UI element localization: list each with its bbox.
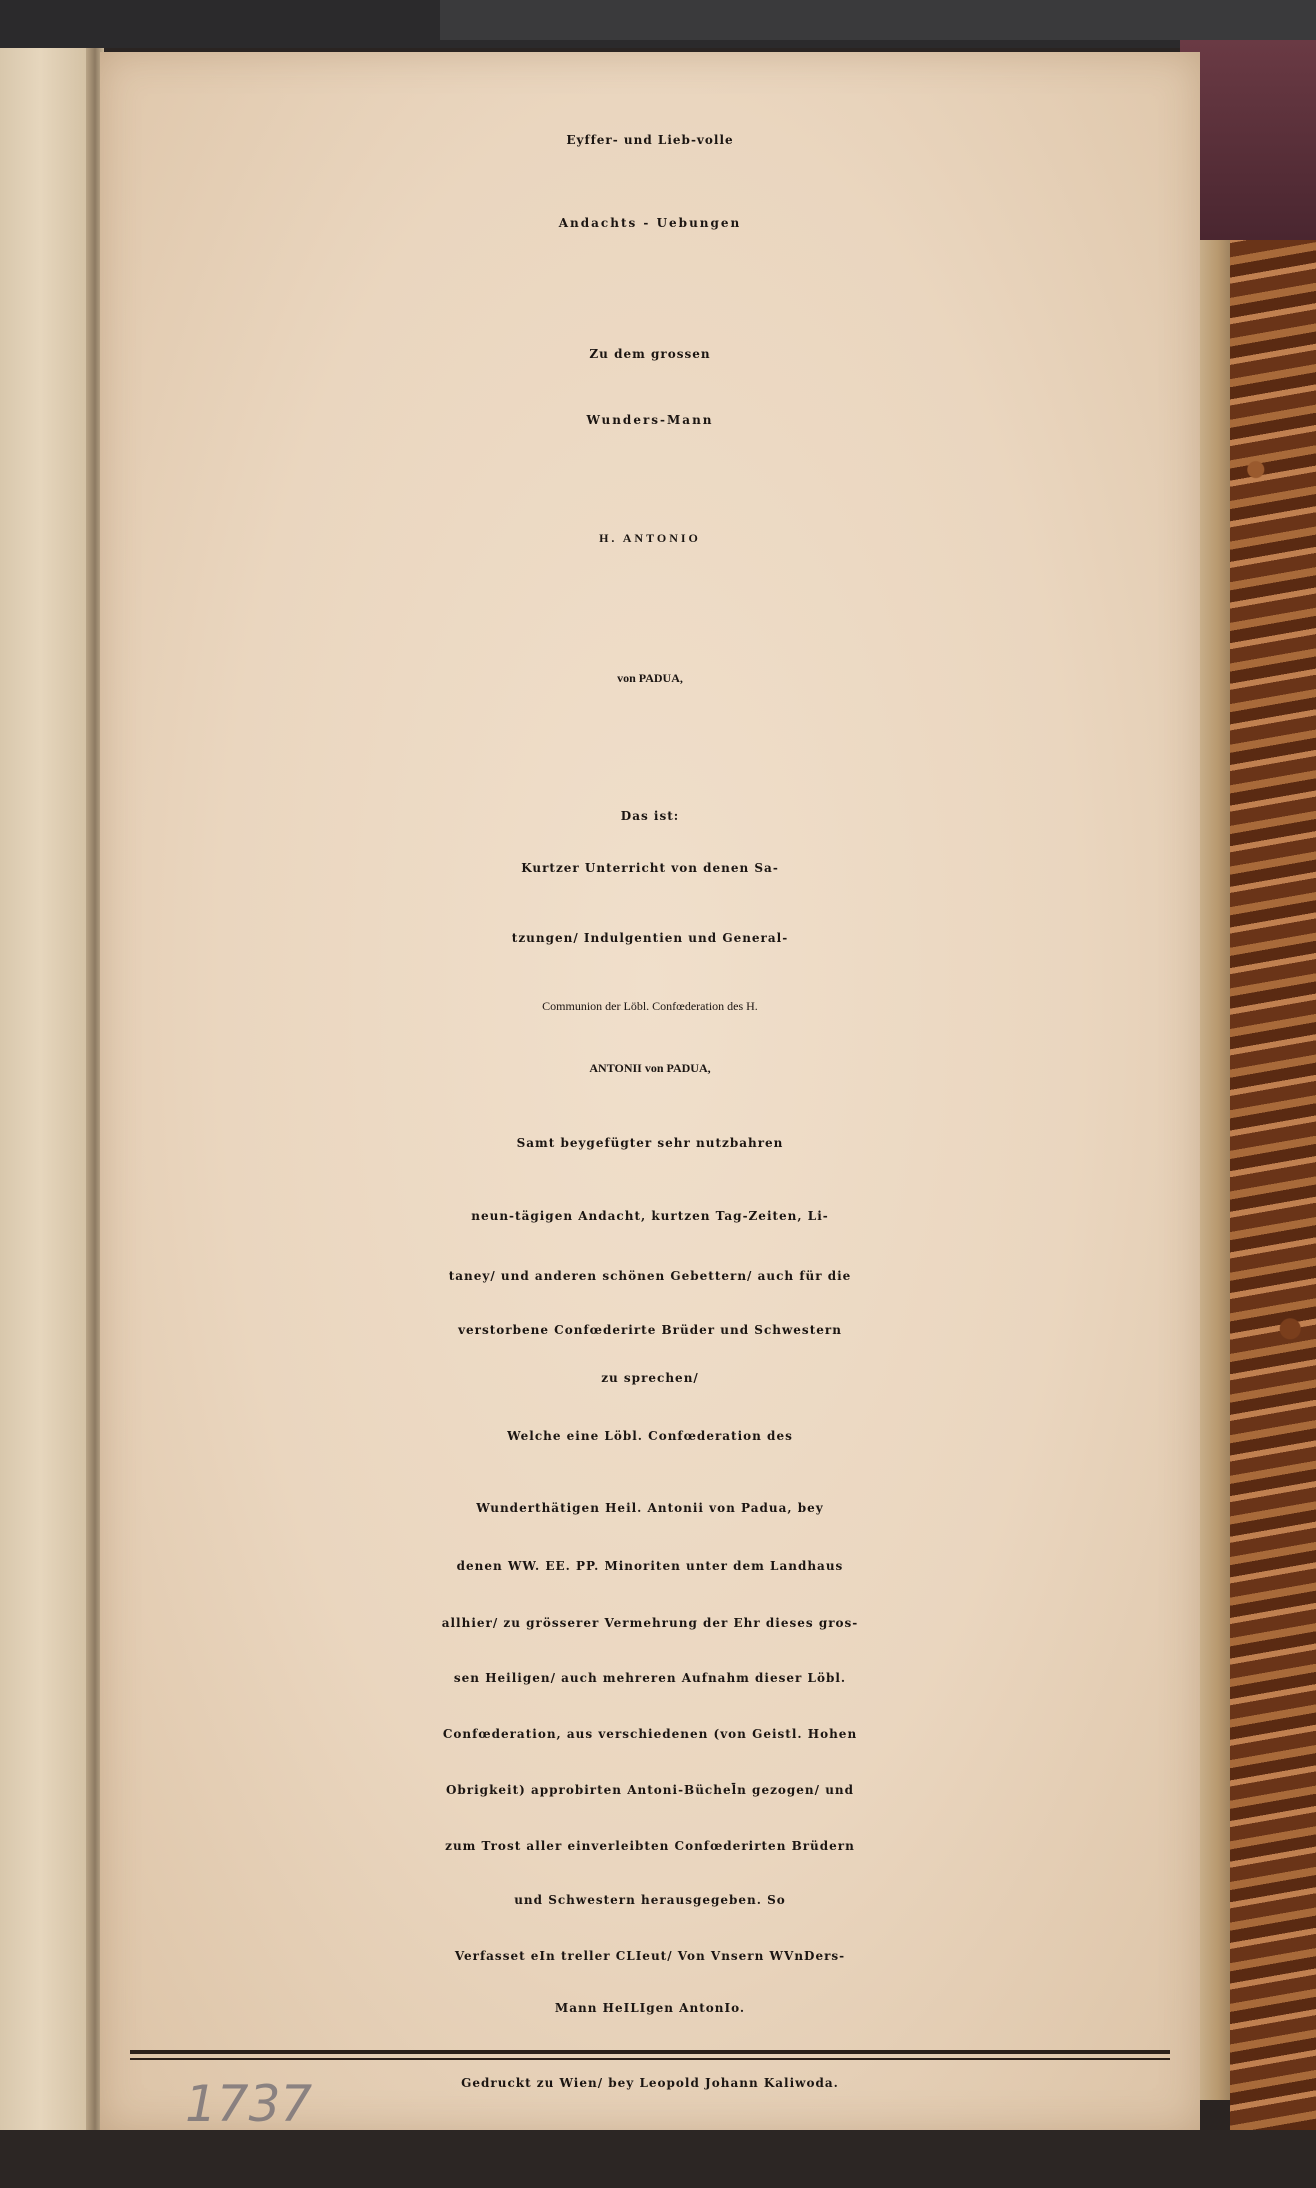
body-line-8: zum Trost aller einverleibten Confœderirten Brüdern: [445, 1839, 855, 1853]
title-line-1: Eyffer- und Lieb-volle: [566, 133, 734, 147]
body-line-4: allhier/ zu grösserer Vermehrung der Ehr dieses gros-: [441, 1616, 859, 1630]
top-background-strip: [440, 0, 1316, 40]
saint-place: von PADUA,: [617, 671, 683, 685]
subtitle-line-1: Kurtzer Unterricht von denen Sa-: [521, 861, 779, 875]
subtitle-line-2: tzungen/ Indulgentien und General-: [511, 931, 789, 945]
body-line-3: denen WW. EE. PP. Minoriten unter dem Landhaus: [456, 1559, 844, 1573]
subtitle-line-8: verstorbene Confœderirte Brüder und Schwestern: [458, 1323, 842, 1337]
body-line-1: Welche eine Löbl. Confœderation des: [507, 1429, 793, 1443]
title-line-4: Wunders-Mann: [586, 413, 714, 427]
body-line-7: Obrigkeit) approbirten Antoni-Büchel̄n gezogen/ und: [445, 1783, 855, 1797]
chronogram-line-2: Mann HeILIgen AntonIo.: [554, 2001, 746, 2015]
title-page-text: [100, 52, 1200, 2132]
handwritten-year: 1737: [185, 2075, 313, 2133]
body-line-9: und Schwestern herausgegeben. So: [514, 1893, 786, 1907]
subtitle-line-9: zu sprechen/: [601, 1371, 699, 1385]
saint-name: H. ANTONIO: [599, 531, 701, 545]
marbled-cover: [1230, 40, 1316, 2188]
imprint: Gedruckt zu Wien/ bey Leopold Johann Kaliwoda.: [461, 2076, 839, 2090]
subtitle-line-4: ANTONII von PADUA,: [589, 1061, 711, 1075]
imprint-rule-thin: [130, 2058, 1170, 2060]
bottom-background: [0, 2130, 1316, 2188]
title-line-3: Zu dem grossen: [589, 347, 711, 361]
imprint-rule: [130, 2050, 1170, 2054]
facing-page: [0, 48, 100, 2188]
title-line-2: Andachts - Uebungen: [558, 216, 742, 230]
body-line-5: sen Heiligen/ auch mehreren Aufnahm dieser Löbl.: [453, 1671, 847, 1685]
body-line-6: Confœderation, aus verschiedenen (von Geistl. Hohen: [442, 1727, 858, 1741]
subtitle-line-6: neun-tägigen Andacht, kurtzen Tag-Zeiten, Li-: [471, 1209, 829, 1223]
subtitle-line-3: Communion der Löbl. Confœderation des H.: [542, 999, 758, 1013]
cover-spine-top: [1180, 40, 1316, 240]
body-line-2: Wunderthätigen Heil. Antonii von Padua, bey: [476, 1501, 824, 1515]
chronogram-line-1: Verfasset eIn treller CLIeut/ Von Vnsern WVnDers-: [454, 1949, 846, 1963]
subtitle-line-7: taney/ und anderen schönen Gebettern/ auch für die: [448, 1269, 852, 1283]
subtitle-line-5: Samt beygefügter sehr nutzbahren: [516, 1136, 784, 1150]
das-ist: Das ist:: [620, 809, 680, 823]
